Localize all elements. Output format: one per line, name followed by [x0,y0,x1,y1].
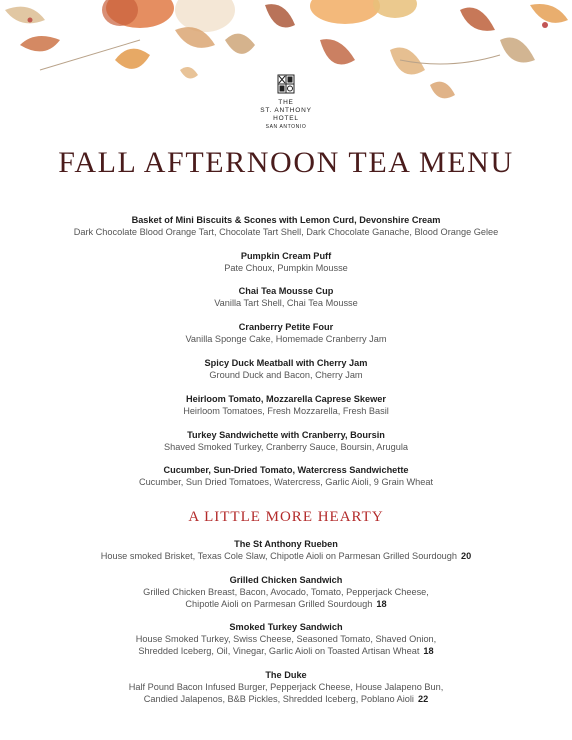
item-description: Heirloom Tomatoes, Fresh Mozzarella, Fresh Basil [183,406,389,416]
item-name: Smoked Turkey Sandwich [229,622,343,632]
item-description [0,598,572,610]
tea-item [0,321,572,345]
item-name: Turkey Sandwichette with Cranberry, Boursin [187,430,385,440]
item-name: The Duke [265,670,307,680]
item-description [0,645,572,657]
hearty-item [0,621,572,657]
item-description [0,550,572,562]
tea-item [0,393,572,417]
hearty-item [0,538,572,562]
item-description: Vanilla Tart Shell, Chai Tea Mousse [214,298,358,308]
item-description-line: Chipotle Aioli on Parmesan Grilled Sourdough [185,599,373,609]
hotel-crest-icon [277,74,295,94]
item-name: Cranberry Petite Four [238,322,334,332]
logo-line-3: HOTEL [273,115,299,122]
logo-line-2: ST. ANTHONY [260,107,312,114]
logo-line-4: SAN ANTONIO [265,124,307,130]
item-description-line: Shredded Iceberg, Oil, Vinegar, Garlic Aioli on Toasted Artisan Wheat [138,646,420,656]
menu-title: FALL AFTERNOON TEA MENU [58,146,514,179]
item-description-line: Half Pound Bacon Infused Burger, Pepperjack Cheese, House Jalapeno Bun, [128,682,444,692]
logo-line-1: THE [278,99,294,106]
item-name: Grilled Chicken Sandwich [229,575,343,585]
item-name: The St Anthony Rueben [234,539,338,549]
hotel-logo [0,74,572,131]
hearty-item [0,574,572,610]
item-name: Chai Tea Mousse Cup [238,286,334,296]
tea-item [0,250,572,274]
item-description-line: House Smoked Turkey, Swiss Cheese, Seasoned Tomato, Shaved Onion, [135,634,437,644]
tea-item [0,464,572,488]
hearty-item [0,669,572,705]
tea-item [0,285,572,309]
item-name: Pumpkin Cream Puff [240,251,332,261]
item-description: Vanilla Sponge Cake, Homemade Cranberry Jam [185,334,387,344]
item-description-line: House smoked Brisket, Texas Cole Slaw, Chipotle Aioli on Parmesan Grilled Sourdough [100,551,458,561]
item-description: Ground Duck and Bacon, Cherry Jam [209,370,363,380]
tea-item [0,357,572,381]
item-name: Cucumber, Sun-Dried Tomato, Watercress Sandwichette [163,465,409,475]
item-price: 20 [461,551,472,561]
item-description-line: Grilled Chicken Breast, Bacon, Avocado, Tomato, Pepperjack Cheese, [143,587,429,597]
item-description: Shaved Smoked Turkey, Cranberry Sauce, Boursin, Arugula [164,442,408,452]
item-description [0,693,572,705]
item-price: 22 [417,694,429,704]
tea-item [0,214,572,238]
item-name: Spicy Duck Meatball with Cherry Jam [204,358,368,368]
item-name: Heirloom Tomato, Mozzarella Caprese Skewer [186,394,386,404]
item-description: Cucumber, Sun Dried Tomatoes, Watercress, Garlic Aioli, 9 Grain Wheat [138,477,434,487]
item-name: Basket of Mini Biscuits & Scones with Lemon Curd, Devonshire Cream [131,215,441,225]
item-description: Dark Chocolate Blood Orange Tart, Chocolate Tart Shell, Dark Chocolate Ganache, Blood Orange Gelee [73,227,499,237]
tea-item [0,429,572,453]
item-description: Pate Choux, Pumpkin Mousse [224,263,348,273]
item-description-line: Candied Jalapenos, B&B Pickles, Shredded Iceberg, Poblano Aioli [143,694,414,704]
hearty-section-title: A LITTLE MORE HEARTY [188,509,384,525]
item-price: 18 [423,646,434,656]
item-price: 18 [376,599,387,609]
